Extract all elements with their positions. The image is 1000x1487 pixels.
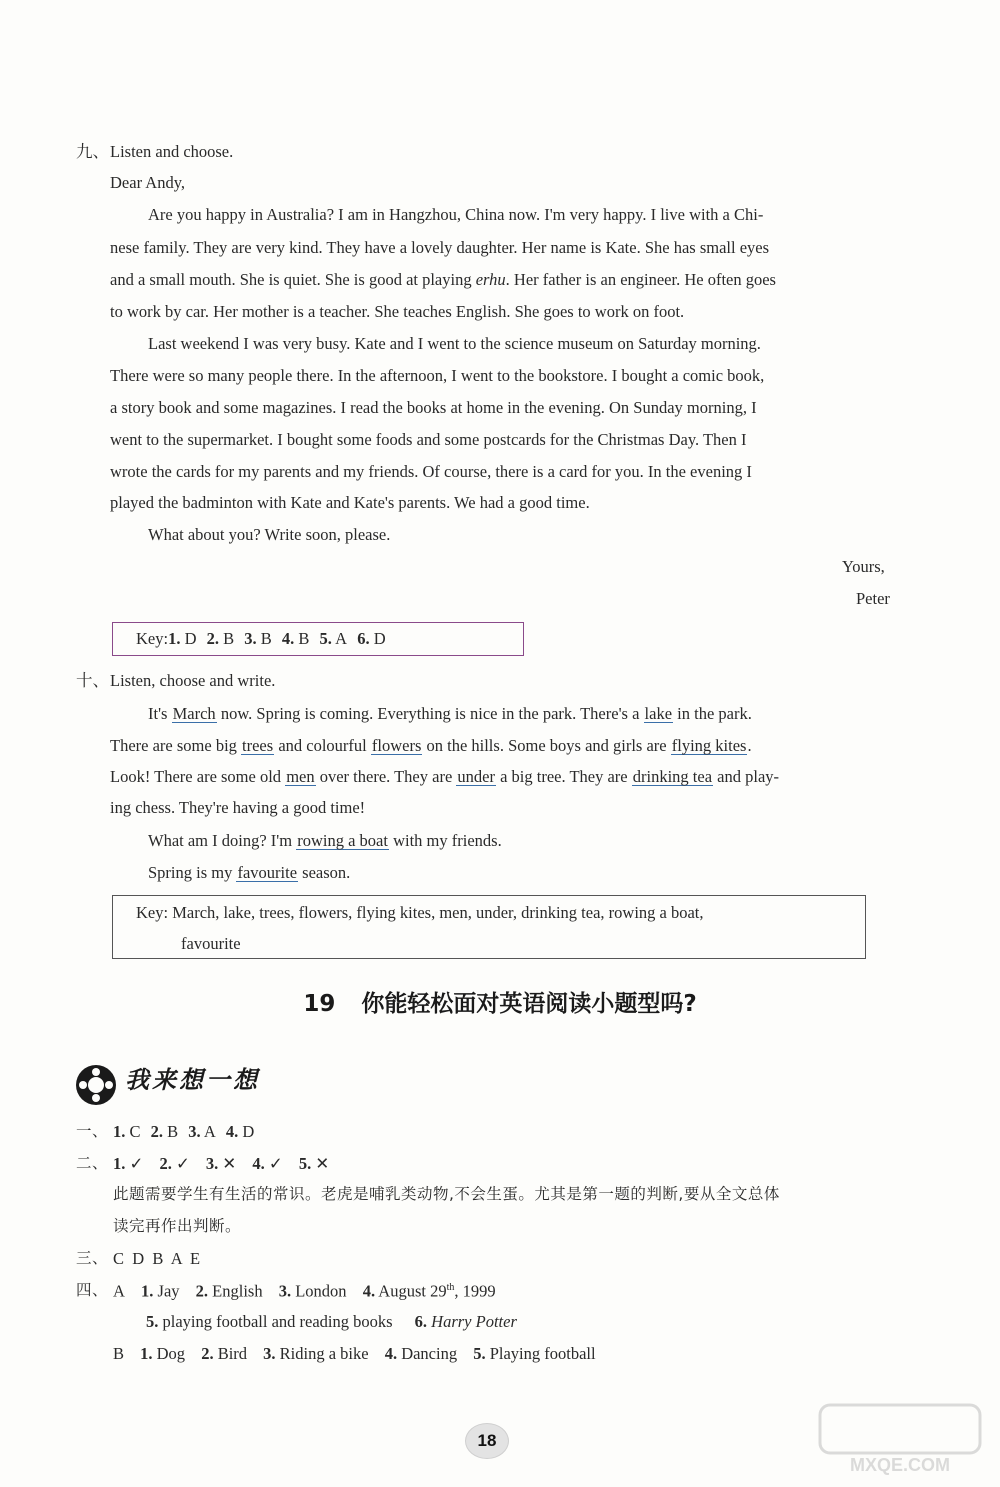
a1-answers: 1. C 2. B 3. A 4. D [113, 1122, 255, 1141]
answer-blank: trees [242, 736, 274, 755]
letter-line: There were so many people there. In the afternoon, I went to the bookstore. I bought a comic book, [110, 366, 765, 385]
answer-blank: lake [644, 704, 673, 723]
letter-line: played the badminton with Kate and Kate's parents. We had a good time. [110, 493, 590, 512]
letter-greeting: Dear Andy, [110, 173, 185, 192]
q9-key: Key:1. D 2. B 3. B 4. B 5. A 6. D [136, 629, 386, 648]
q10-line: There are some big trees and colourful flowers on the hills. Some boys and girls are flying kites. [110, 736, 752, 755]
q10-marker: 十、 [76, 671, 109, 690]
answer-blank: drinking tea [632, 767, 713, 786]
a1-marker: 一、 [76, 1122, 109, 1140]
letter-signature: Peter [856, 589, 890, 608]
letter-line: nese family. They are very kind. They have a lovely daughter. Her name is Kate. She has small eyes [110, 238, 770, 257]
q10-line: It's March now. Spring is coming. Everything is nice in the park. There's a lake in the park. [148, 704, 752, 723]
q10-instruction: Listen, choose and write. [110, 671, 276, 690]
a3-answers: C D B A E [113, 1249, 201, 1268]
section-title: 19 你能轻松面对英语阅读小题型吗? [303, 991, 697, 1017]
a4-partA-cont: 5. playing football and reading books 6. Harry Potter [146, 1312, 517, 1331]
q10-line: What am I doing? I'm rowing a boat with my friends. [148, 831, 502, 850]
letter-line: and a small mouth. She is quiet. She is good at playing erhu. Her father is an engineer. He often goes [110, 270, 776, 289]
a4-partA: A 1. Jay 2. English 3. London 4. August 29th, 1999 [113, 1281, 496, 1301]
letter-line: went to the supermarket. I bought some foods and some postcards for the Christmas Day. Then I [110, 430, 747, 449]
answer-blank: flowers [371, 736, 422, 755]
a4-partB: B 1. Dog 2. Bird 3. Riding a bike 4. Dancing 5. Playing football [113, 1344, 596, 1363]
q9-instruction: Listen and choose. [110, 142, 234, 161]
watermark-logo [810, 1399, 990, 1479]
erhu-word: erhu [475, 270, 506, 289]
letter-line: wrote the cards for my parents and my friends. Of course, there is a card for you. In the evening I [110, 462, 752, 481]
think-header: 我来想一想 [125, 1066, 260, 1094]
q10-key-line: favourite [181, 934, 241, 953]
a2-marker: 二、 [76, 1154, 109, 1172]
answer-blank: men [286, 767, 315, 786]
a3-marker: 三、 [76, 1249, 109, 1267]
q10-key-line: Key: March, lake, trees, flowers, flying kites, men, under, drinking tea, rowing a boat, [136, 903, 704, 922]
letter-line: Are you happy in Australia? I am in Hangzhou, China now. I'm very happy. I live with a Chi- [148, 205, 764, 224]
a2-note: 读完再作出判断。 [113, 1217, 242, 1235]
q10-line: Spring is my favourite season. [148, 863, 351, 882]
letter-line: What about you? Write soon, please. [148, 525, 391, 544]
gear-icon [76, 1065, 116, 1105]
answer-blank: March [172, 704, 216, 723]
answer-blank: flying kites [671, 736, 747, 755]
svg-text:MXQE.COM: MXQE.COM [849, 1455, 951, 1475]
answer-blank: favourite [237, 863, 298, 882]
a4-marker: 四、 [76, 1281, 109, 1299]
a2-answers: 1. ✓ 2. ✓ 3. ✕ 4. ✓ 5. ✕ [113, 1154, 330, 1173]
q10-line: Look! There are some old men over there. They are under a big tree. They are drinking tea and play- [110, 767, 780, 786]
answer-blank: under [457, 767, 495, 786]
q9-marker: 九、 [76, 142, 109, 161]
answer-blank: rowing a boat [297, 831, 388, 850]
letter-line: Last weekend I was very busy. Kate and I went to the science museum on Saturday morning. [148, 334, 761, 353]
q10-line: ing chess. They're having a good time! [110, 798, 366, 817]
a2-note: 此题需要学生有生活的常识。老虎是哺乳类动物,不会生蛋。尤其是第一题的判断,要从全文总体 [113, 1185, 780, 1203]
letter-closing: Yours, [842, 557, 885, 576]
page-number: 18 [465, 1423, 509, 1459]
letter-line: to work by car. Her mother is a teacher. She teaches English. She goes to work on foot. [110, 302, 685, 321]
letter-line: a story book and some magazines. I read the books at home in the evening. On Sunday morning, I [110, 398, 757, 417]
